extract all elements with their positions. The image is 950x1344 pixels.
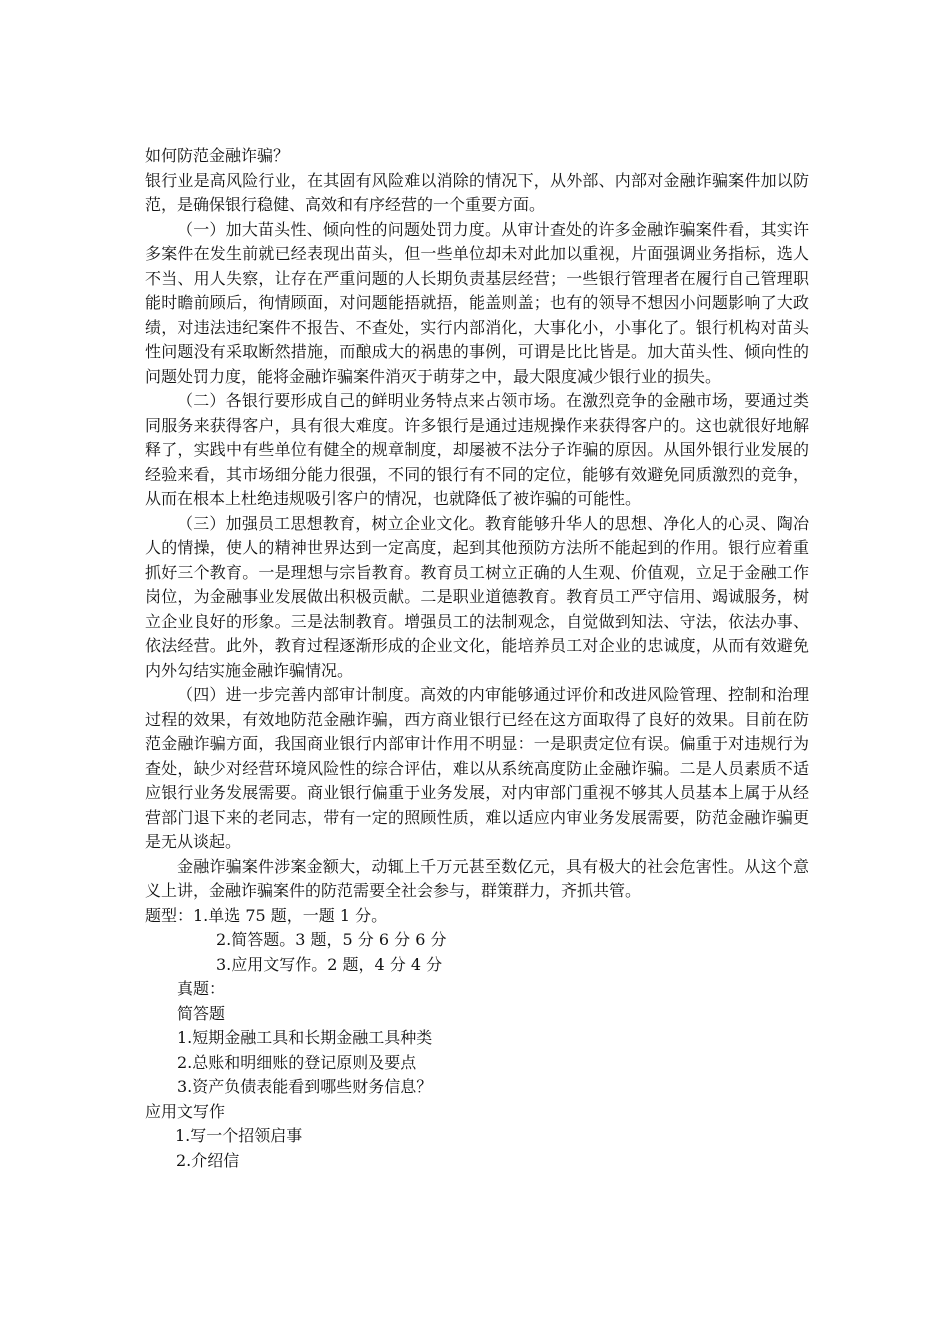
paragraph-4: （四）进一步完善内部审计制度。高效的内审能够通过评价和改进风险管理、控制和治理过程的效果，有效地防范金融诈骗，西方商业银行已经在这方面取得了良好的效果。目前在防范金融诈骗方面，我国商业银行内部审计作用不明显：一是职责定位有误。偏重于对违规行为查处，缺少对经营环境风险性的综合评估，难以从系统高度防止金融诈骗。二是人员素质不适应银行业务发展需要。商业银行偏重于业务发展，对内审部门重视不够其人员基本上属于从经营部门退下来的老同志，带有一定的照顾性质，难以适应内审业务发展需要，防范金融诈骗更是无从谈起。 bbox=[145, 685, 809, 851]
paragraph-2: （二）各银行要形成自己的鲜明业务特点来占领市场。在激烈竞争的金融市场，要通过类同服务来获得客户，具有很大难度。许多银行是通过违规操作来获得客户的。这也就很好地解释了，实践中有些单位有健全的规章制度，却屡被不法分子诈骗的原因。从国外银行业发展的经验来看，其市场细分能力很强，不同的银行有不同的定位，能够有效避免同质激烈的竞争，从而在根本上杜绝违规吸引客户的情况，也就降低了被诈骗的可能性。 bbox=[145, 391, 809, 508]
short-answer-item: 3.资产负债表能看到哪些财务信息？ bbox=[177, 1077, 433, 1096]
conclusion-paragraph: 金融诈骗案件涉案金额大，动辄上千万元甚至数亿元，具有极大的社会危害性。从这个意义上讲，金融诈骗案件的防范需要全社会参与，群策群力，齐抓共管。 bbox=[145, 856, 809, 900]
paragraph-3: （三）加强员工思想教育，树立企业文化。教育能够升华人的思想、净化人的心灵、陶冶人的情操，使人的精神世界达到一定高度，起到其他预防方法所不能起到的作用。银行应着重抓好三个教育。一是理想与宗旨教育。教育员工树立正确的人生观、价值观，立足于金融工作岗位，为金融事业发展做出积极贡献。二是职业道德教育。教育员工严守信用、竭诚服务，树立企业良好的形象。三是法制教育。增强员工的法制观念，自觉做到知法、守法，依法办事、依法经营。此外，教育过程逐渐形成的企业文化，能培养员工对企业的忠诚度，从而有效避免内外勾结实施金融诈骗情况。 bbox=[145, 513, 809, 680]
short-answer-item: 1.短期金融工具和长期金融工具种类 bbox=[177, 1028, 433, 1047]
writing-item: 2.介绍信 bbox=[176, 1150, 240, 1170]
writing-heading: 应用文写作 bbox=[145, 1101, 226, 1121]
question-type-3: 3.应用文写作。2 题，4 分 4 分 bbox=[216, 954, 443, 974]
real-questions-label: 真题： bbox=[177, 979, 226, 998]
short-answer-item: 2.总账和明细账的登记原则及要点 bbox=[177, 1052, 417, 1072]
short-answer-heading: 简答题 bbox=[177, 1003, 226, 1023]
paragraph-1: （一）加大苗头性、倾向性的问题处罚力度。从审计查处的许多金融诈骗案件看，其实许多案件在发生前就已经表现出苗头，但一些单位却未对此加以重视，片面强调业务指标，选人不当、用人失察，让存在严重问题的人长期负责基层经营；一些银行管理者在履行自己管理职能时瞻前顾后，徇情顾面，对问题能捂就捂，能盖则盖；也有的领导不想因小问题影响了大政绩，对违法违纪案件不报告、不查处，实行内部消化，大事化小，小事化了。银行机构对苗头性问题没有采取断然措施，而酿成大的祸患的事例，可谓是比比皆是。加大苗头性、倾向性的问题处罚力度，能将金融诈骗案件消灭于萌芽之中，最大限度减少银行业的损失。 bbox=[145, 219, 809, 386]
writing-item: 1.写一个招领启事 bbox=[175, 1126, 303, 1145]
intro-paragraph: 银行业是高风险行业，在其固有风险难以消除的情况下，从外部、内部对金融诈骗案件加以防范，是确保银行稳健、高效和有序经营的一个重要方面。 bbox=[145, 170, 809, 214]
document-title: 如何防范金融诈骗？ bbox=[145, 146, 290, 165]
question-type-2: 2.简答题。3 题，5 分 6 分 6 分 bbox=[216, 930, 447, 949]
document-page bbox=[145, 144, 809, 1173]
question-type-1: 题型：1.单选 75 题，一题 1 分。 bbox=[145, 905, 388, 925]
